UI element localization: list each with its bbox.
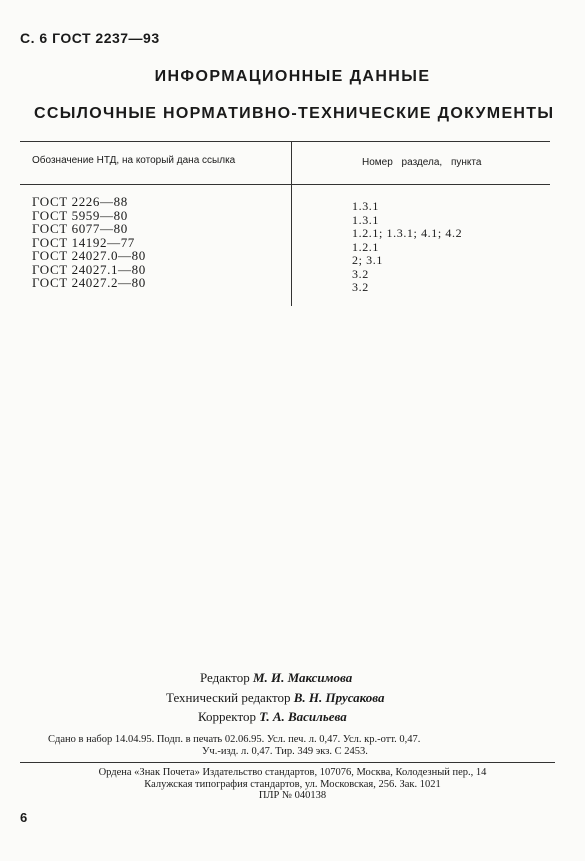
document-column <box>32 195 146 290</box>
table-row-doc: ГОСТ 2226—88 <box>32 194 128 209</box>
column-header-document: Обозначение НТД, на который дана ссылка <box>32 155 236 166</box>
section-title: ССЫЛОЧНЫЕ НОРМАТИВНО-ТЕХНИЧЕСКИЕ ДОКУМЕНТЫ <box>34 105 555 122</box>
table-row-ref: 1.3.1 <box>352 199 379 213</box>
column-header-section: Номер раздела, пункта <box>362 157 482 168</box>
table-header-rule <box>20 184 550 185</box>
publication-info <box>48 734 420 757</box>
table-row-doc: ГОСТ 24027.1—80 <box>32 261 146 277</box>
publication-line-2: Уч.-изд. л. 0,47. Тир. 349 экз. С 2453. <box>202 745 368 757</box>
page-number: 6 <box>20 810 28 825</box>
table-row-ref: 2; 3.1 <box>352 253 383 267</box>
table-row-doc: ГОСТ 5959—80 <box>32 207 128 223</box>
page-header: С. 6 ГОСТ 2237—93 <box>20 30 160 46</box>
table-row-doc: ГОСТ 24027.0—80 <box>32 248 146 263</box>
table-row-ref: 1.2.1; 1.3.1; 4.1; 4.2 <box>352 226 463 240</box>
info-title: ИНФОРМАЦИОННЫЕ ДАННЫЕ <box>154 68 431 85</box>
table-column-divider <box>291 141 292 306</box>
table-row-doc: ГОСТ 14192—77 <box>32 234 135 250</box>
editor-line <box>200 668 585 688</box>
table-row-doc: ГОСТ 6077—80 <box>32 221 128 236</box>
table-top-rule <box>20 141 550 142</box>
corrector-name: Т. А. Васильева <box>259 709 347 724</box>
printer-line-2: Калужская типография стандартов, ул. Московская, 256. Зак. 1021 <box>144 778 441 790</box>
section-column <box>352 200 462 295</box>
editor-name: М. И. Максимова <box>252 670 353 685</box>
printer-info <box>0 767 585 802</box>
corrector-line <box>198 707 585 727</box>
footer-rule <box>20 762 555 763</box>
tech-editor-line <box>166 688 585 708</box>
table-row-ref: 1.3.1 <box>352 212 379 227</box>
tech-editor-name: В. Н. Прусакова <box>293 689 385 705</box>
publication-line-1: Сдано в набор 14.04.95. Подп. в печать 02.06.95. Усл. печ. л. 0,47. Усл. кр.-отт. 0,47. <box>48 734 421 745</box>
tech-editor-label: Технический редактор <box>166 689 291 705</box>
corrector-label: Корректор <box>198 709 256 724</box>
printer-line-1: Ордена «Знак Почета» Издательство стандартов, 107076, Москва, Колодезный пер., 14 <box>98 767 487 778</box>
table-row-ref: 1.2.1 <box>352 239 379 254</box>
printer-line-3: ПЛР № 040138 <box>258 790 327 801</box>
credits-block <box>0 668 585 727</box>
table-row-ref: 3.2 <box>352 266 369 281</box>
table-row-doc: ГОСТ 24027.2—80 <box>32 275 146 290</box>
table-row-ref: 3.2 <box>352 280 369 294</box>
editor-label: Редактор <box>200 670 250 685</box>
